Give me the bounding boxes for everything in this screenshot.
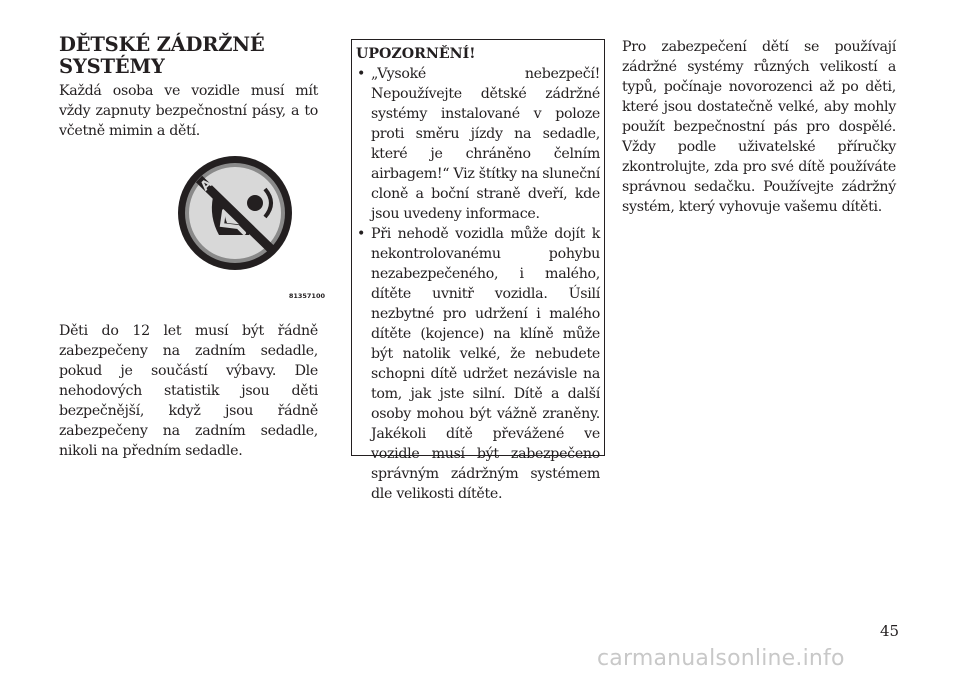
children-rear-seat-paragraph: Děti do 12 let musí být řádně zabezpečeny na zadním sedadle, pokud je součástí výbavy. Dle nehodových statistik jsou děti bezpečnější, když jsou řádně zabezpečeny na zadním sedadle, nikoli na předním sedadle.	[59, 323, 318, 459]
airbag-warning-figure	[175, 153, 325, 300]
warning-list	[356, 64, 600, 504]
bullet-icon: •	[357, 226, 366, 242]
warning-item	[356, 224, 600, 504]
no-airbag-child-seat-icon	[175, 153, 295, 273]
warning-item-text: Při nehodě vozidla může dojít k nekontrolovanému pohybu nezabezpečeného, i malého, dítěte uvnitř vozidla. Úsilí nezbytné pro udržení i malého dítěte (kojence) na klíně může být natolik velké, že nebudete schopni dítě udržet nezávisle na tom, jak jste silní. Dítě a další osoby mohou být vážně zraněny. Jakékoli dítě převážené ve vozidle musí být zabezpečeno správným zádržným systémem dle velikosti dítěte.	[371, 226, 600, 502]
warning-item-text: „Vysoké nebezpečí! Nepoužívejte dětské zádržné systémy instalované v poloze proti směru jízdy na sedadle, které je chráněno čelním airbagem!“ Viz štítky na sluneční cloně a boční straně dveří, kde jsou uvedeny informace.	[371, 66, 600, 222]
section-heading: DĚTSKÉ ZÁDRŽNÉ SYSTÉMY	[59, 33, 265, 78]
warning-item	[356, 64, 600, 224]
figure-code: 81357100	[288, 292, 325, 300]
page-number: 45	[880, 622, 900, 640]
child-restraint-types-paragraph: Pro zabezpečení dětí se používají zádržné systémy různých velikostí a typů, počínaje novorozenci až po děti, které jsou dostatečně velké, aby mohly použít bezpečnostní pás pro dospělé. Vždy podle uživatelské příručky zkontrolujte, zda pro své dítě používáte správnou sedačku. Používejte zádržný systém, který vyhovuje vašemu dítěti.	[622, 39, 896, 215]
bullet-icon: •	[357, 66, 366, 82]
intro-paragraph: Každá osoba ve vozidle musí mít vždy zapnuty bezpečnostní pásy, a to včetně mimin a dětí.	[59, 83, 318, 139]
warning-box	[351, 39, 605, 502]
airbag-label: AIRBAG	[197, 165, 273, 195]
warning-title: UPOZORNĚNÍ!	[356, 46, 476, 62]
watermark: carmanualsonline.info	[597, 646, 845, 671]
